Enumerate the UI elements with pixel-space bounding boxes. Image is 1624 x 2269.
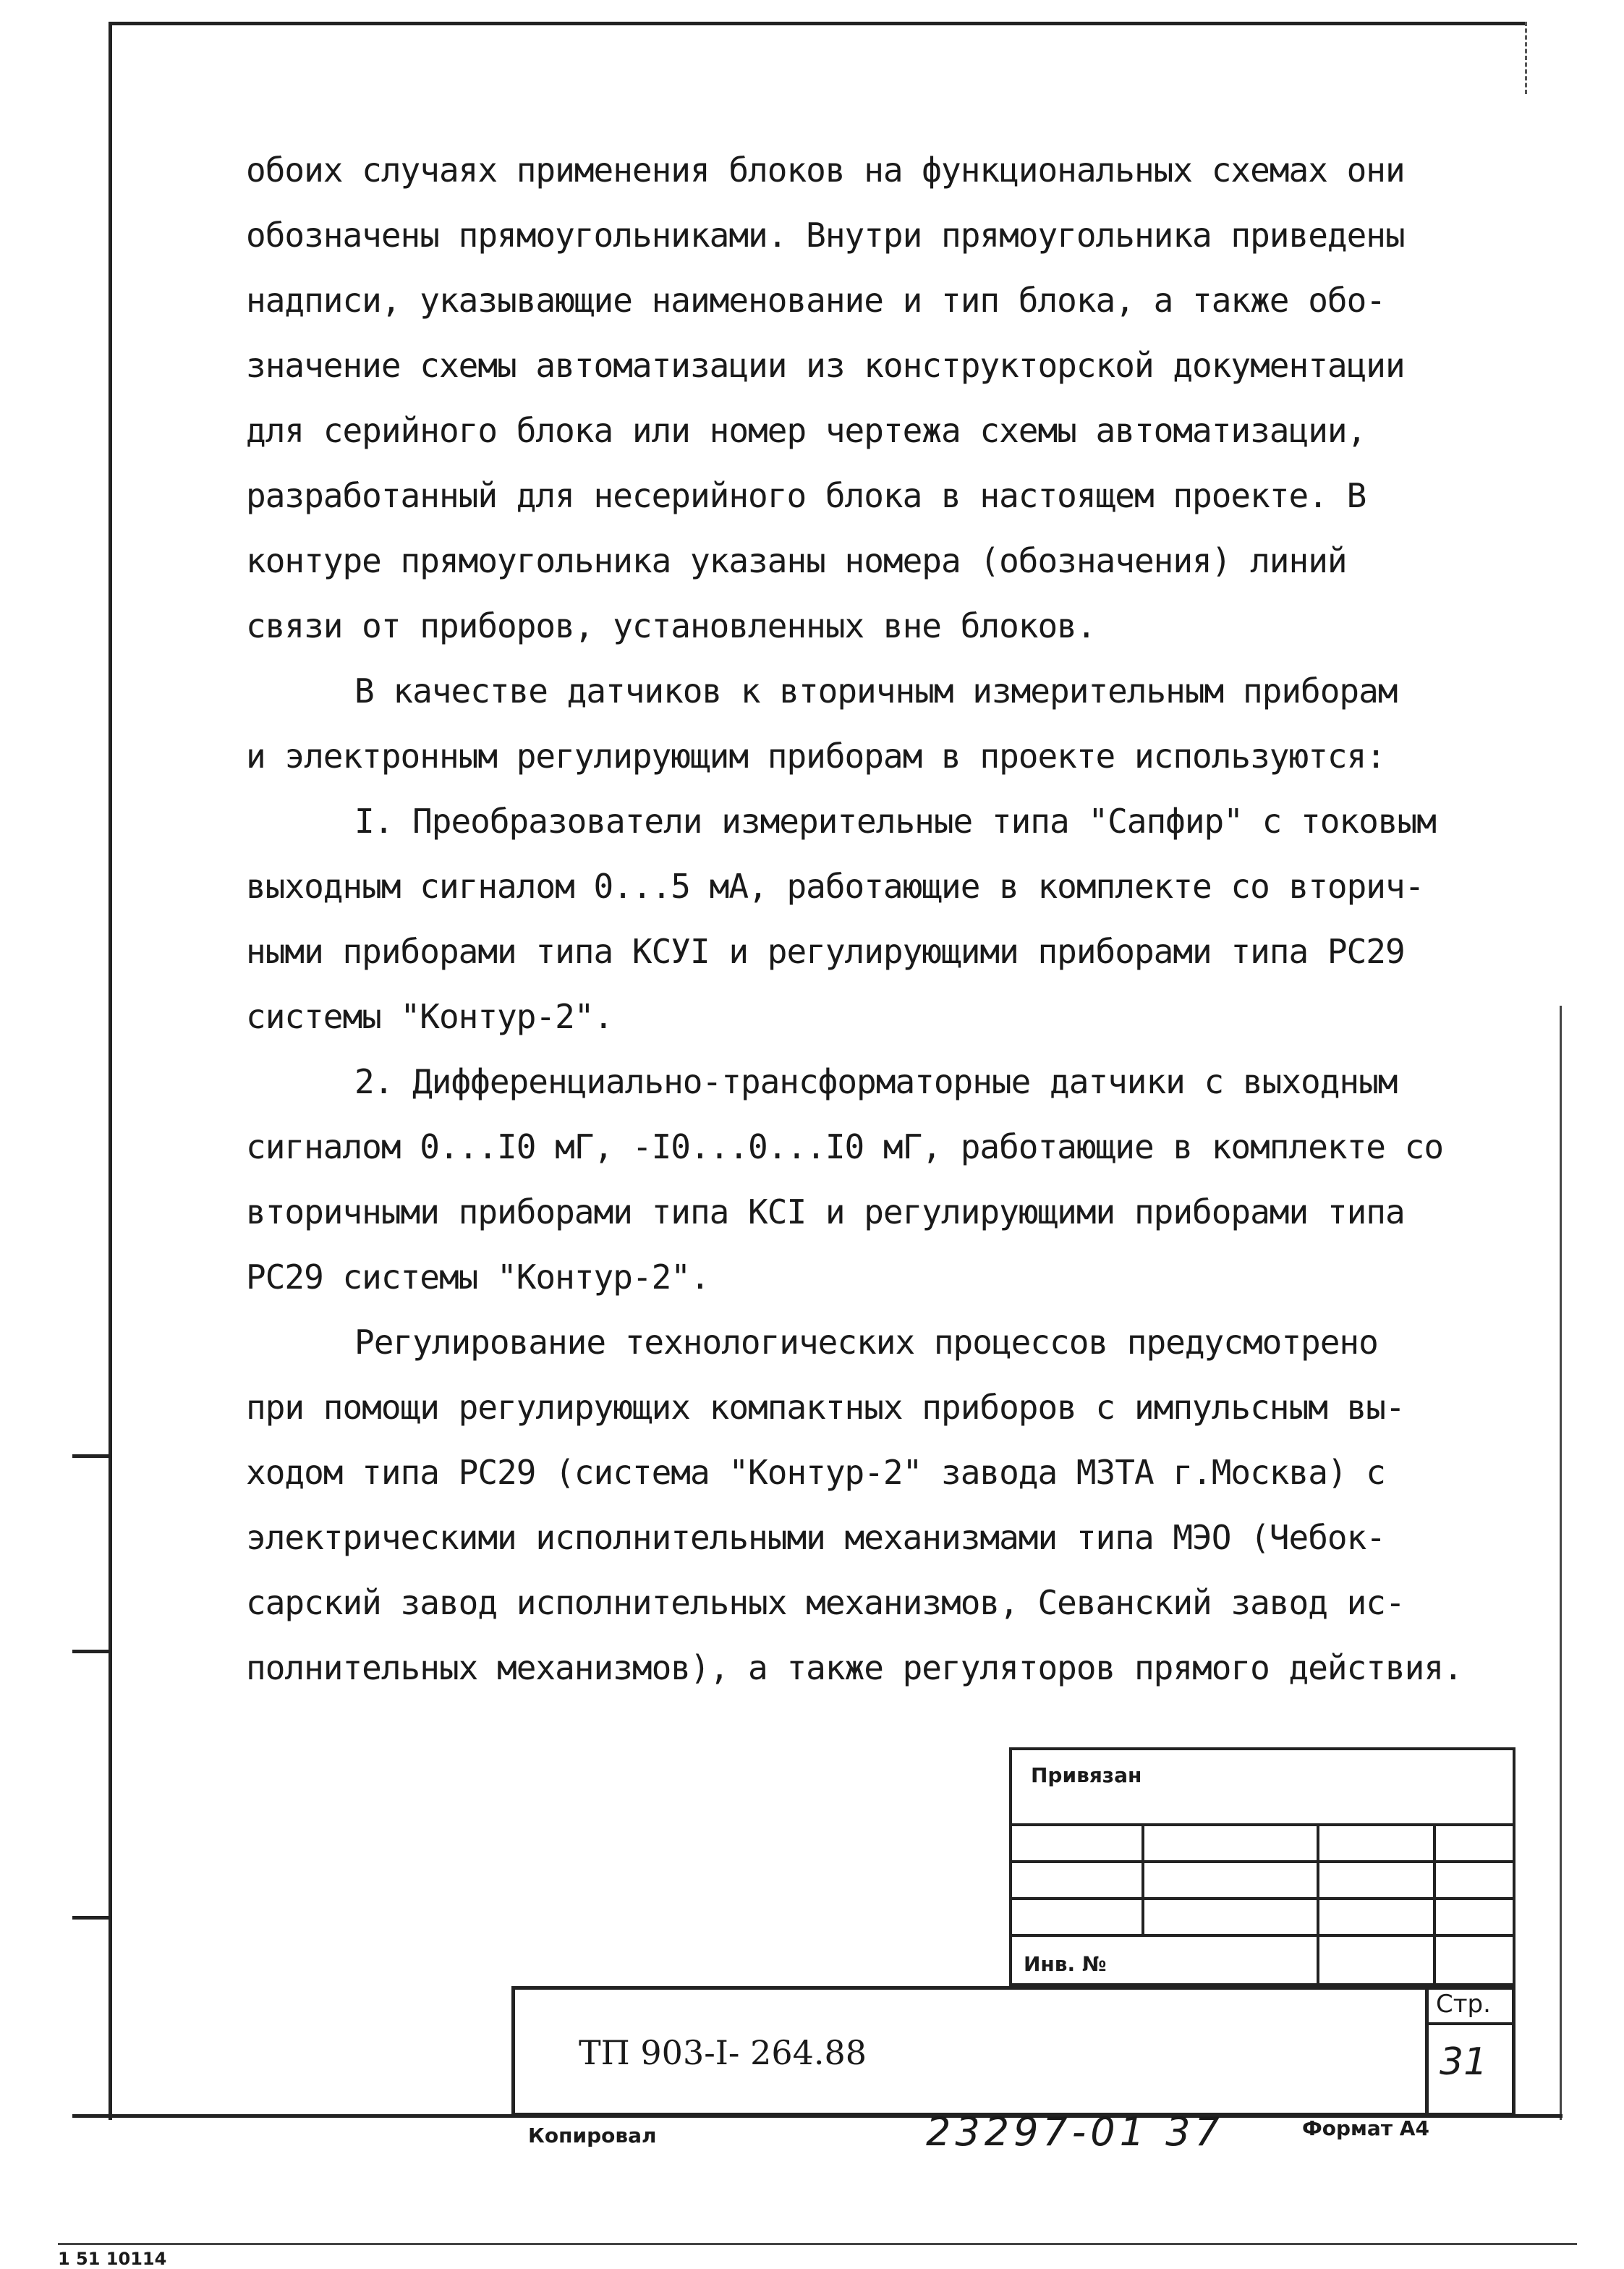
text-line: для серийного блока или номер чертежа схемы автоматизации, xyxy=(246,411,1366,450)
inventory-number: 23297-01 37 xyxy=(926,2109,1224,2155)
text-line: ходом типа РС29 (система "Контур-2" завода МЗТА г.Москва) с xyxy=(246,1453,1385,1492)
text-line: электрическими исполнительными механизмами типа МЭО (Чебок- xyxy=(246,1518,1385,1557)
text-line: при помощи регулирующих компактных приборов с импульсным вы- xyxy=(246,1388,1405,1427)
stamp-column xyxy=(1142,1823,1319,1937)
list-item-2-start: 2. Дифференциально-трансформаторные датчики с выходным xyxy=(354,1062,1398,1101)
page-number: 31 xyxy=(1440,2040,1488,2084)
text-line: разработанный для несерийного блока в настоящем проекте. В xyxy=(246,476,1366,515)
stamp-column xyxy=(1317,1823,1436,1986)
frame-left-border xyxy=(109,22,112,2120)
text-line: сарский завод исполнительных механизмов, Севанский завод ис- xyxy=(246,1583,1405,1622)
text-line: вторичными приборами типа КСI и регулирующими приборами типа xyxy=(246,1192,1405,1231)
page-label: Стр. xyxy=(1436,1990,1491,2019)
text-line: контуре прямоугольника указаны номера (обозначения) линий xyxy=(246,541,1347,580)
paragraph-start-line: В качестве датчиков к вторичным измерительным приборам xyxy=(354,671,1398,711)
margin-tick xyxy=(72,1454,112,1458)
stamp-inv-label: Инв. № xyxy=(1024,1952,1107,1976)
text-line: выходным сигналом 0...5 мА, работающие в комплекте со вторич- xyxy=(246,867,1424,906)
text-line: ными приборами типа КСУI и регулирующими приборами типа РС29 xyxy=(246,932,1405,971)
paragraph-start-line: Регулирование технологических процессов предусмотрено xyxy=(354,1323,1378,1362)
text-line: системы "Контур-2". xyxy=(246,997,613,1036)
copied-label: Копировал xyxy=(528,2124,657,2147)
stamp-attached-block xyxy=(1009,1747,1515,1986)
document-body xyxy=(246,137,1505,1700)
text-line: и электронным регулирующим приборам в проекте используются: xyxy=(246,737,1385,776)
format-label: Формат А4 xyxy=(1302,2116,1429,2140)
text-line: РС29 системы "Контур-2". xyxy=(246,1258,710,1297)
text-line: обоих случаях применения блоков на функциональных схемах они xyxy=(246,150,1405,190)
text-line: связи от приборов, установленных вне блоков. xyxy=(246,606,1096,645)
text-line: полнительных механизмов), а также регуляторов прямого действия. xyxy=(246,1648,1463,1687)
document-code: ТП 903-I- 264.88 xyxy=(579,2033,867,2072)
page-box-divider xyxy=(1425,2022,1515,2025)
stamp-attached-label: Привязан xyxy=(1031,1763,1142,1787)
print-code: 1 51 10114 xyxy=(58,2249,167,2269)
footer-rule xyxy=(58,2243,1577,2245)
margin-tick xyxy=(72,1916,112,1920)
margin-tick xyxy=(72,1650,112,1653)
text-line: надписи, указывающие наименование и тип блока, а также обо- xyxy=(246,281,1385,320)
frame-right-dashed xyxy=(1525,22,1527,94)
list-item-1-start: I. Преобразователи измерительные типа "Сапфир" с токовым xyxy=(354,802,1436,841)
text-line: сигналом 0...I0 мГ, -I0...0...I0 мГ, работающие в комплекте со xyxy=(246,1127,1444,1166)
text-line: обозначены прямоугольниками. Внутри прямоугольника приведены xyxy=(246,216,1405,255)
text-line: значение схемы автоматизации из конструкторской документации xyxy=(246,346,1405,385)
frame-top-border xyxy=(109,22,1526,25)
frame-right-border xyxy=(1560,1006,1562,2120)
